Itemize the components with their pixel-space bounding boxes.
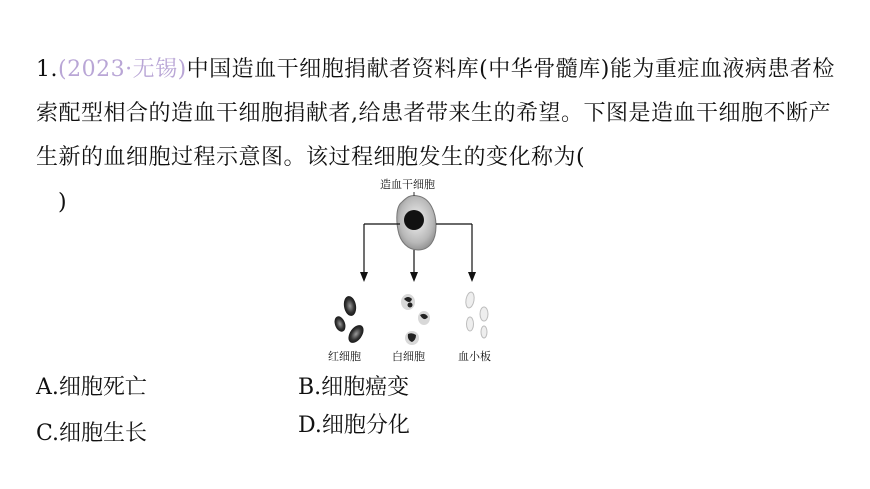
answer-blank: ) <box>58 190 67 215</box>
white-blood-cell-icon <box>401 294 430 345</box>
question-source: (2023·无锡) <box>58 57 187 82</box>
question-text <box>36 48 836 180</box>
white-blood-cell-label: 白细胞 <box>392 350 425 363</box>
stem-cell-icon <box>397 192 436 250</box>
option-a[interactable]: A.细胞死亡 <box>36 375 147 400</box>
platelet-icon <box>465 291 488 338</box>
arrow-heads <box>360 272 476 282</box>
red-blood-cell-label: 红细胞 <box>328 350 361 363</box>
platelet-label: 血小板 <box>458 350 491 363</box>
question-number: 1. <box>36 57 58 82</box>
question-body: 中国造血干细胞捐献者资料库(中华骨髓库)能为重症血液病患者检索配型相合的造血干细胞捐献者,给患者带来生的希望。下图是造血干细胞不断产生新的血细胞过程示意图。该过程细胞发生的变化称为( <box>36 57 835 170</box>
red-blood-cell-icon <box>333 295 367 346</box>
option-b[interactable]: B.细胞癌变 <box>298 375 410 400</box>
stem-cell-label: 造血干细胞 <box>380 178 435 191</box>
blood-cell-diagram <box>320 172 530 364</box>
option-d[interactable]: D.细胞分化 <box>298 413 410 438</box>
option-c[interactable]: C.细胞生长 <box>36 421 148 446</box>
diagram-graphic <box>320 172 530 364</box>
